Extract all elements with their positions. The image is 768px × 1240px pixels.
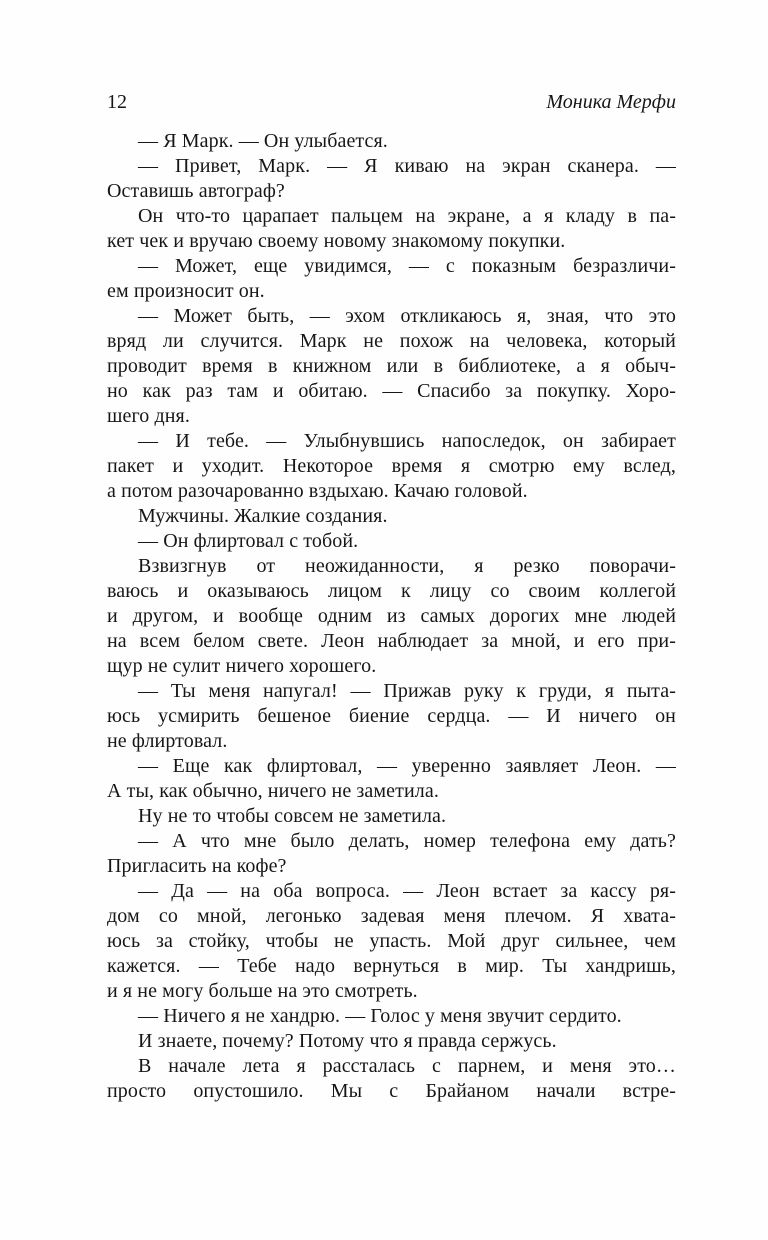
- text-line: Пригласить на кофе?: [107, 855, 287, 877]
- text-line: шего дня.: [107, 405, 190, 427]
- text-line: просто опустошило. Мы с Брайаном начали встре-: [107, 1080, 676, 1102]
- text-line: юсь усмирить бешеное биение сердца. — И ничего он: [107, 705, 676, 727]
- body-text: [107, 129, 676, 1104]
- page-number: 12: [107, 91, 127, 113]
- text-line: и я не могу больше на это смотреть.: [107, 980, 418, 1002]
- text-line: — Да — на оба вопроса. — Леон встает за кассу ря-: [138, 880, 676, 902]
- text-line: В начале лета я рассталась с парнем, и меня это…: [138, 1055, 676, 1077]
- running-header: [107, 90, 676, 115]
- text-line: — Ты меня напугал! — Прижав руку к груди, я пыта-: [138, 680, 676, 702]
- text-line: — Я Марк. — Он улыбается.: [138, 130, 388, 152]
- text-line: Ну не то чтобы совсем не заметила.: [138, 805, 447, 827]
- text-line: но как раз там и обитаю. — Спасибо за покупку. Хоро-: [107, 380, 676, 402]
- text-line: А ты, как обычно, ничего не заметила.: [107, 780, 439, 802]
- text-line: — Еще как флиртовал, — уверенно заявляет Леон. —: [138, 755, 676, 777]
- text-line: — А что мне было делать, номер телефона ему дать?: [138, 830, 676, 852]
- running-head-author: Моника Мерфи: [546, 91, 676, 113]
- text-line: дом со мной, легонько задевая меня плечом. Я хвата-: [107, 905, 676, 927]
- text-line: и другом, и вообще одним из самых дорогих мне людей: [107, 605, 676, 627]
- text-line: не флиртовал.: [107, 730, 228, 752]
- text-line: Он что-то царапает пальцем на экране, а я кладу в па-: [138, 205, 676, 227]
- text-line: кажется. — Тебе надо вернуться в мир. Ты хандришь,: [107, 955, 676, 977]
- text-line: — Привет, Марк. — Я киваю на экран сканера. —: [138, 155, 676, 177]
- text-line: — Он флиртовал с тобой.: [138, 530, 359, 552]
- text-line: а потом разочарованно вздыхаю. Качаю головой.: [107, 480, 528, 502]
- text-line: вряд ли случится. Марк не похож на человека, который: [107, 330, 676, 352]
- text-line: Взвизгнув от неожиданности, я резко поворачи-: [138, 555, 676, 577]
- text-block: [107, 90, 676, 1104]
- text-line: ваюсь и оказываюсь лицом к лицу со своим коллегой: [107, 580, 676, 602]
- text-line: — Ничего я не хандрю. — Голос у меня звучит сердито.: [138, 1005, 622, 1027]
- text-line: проводит время в книжном или в библиотеке, а я обыч-: [107, 355, 676, 377]
- text-line: — И тебе. — Улыбнувшись напоследок, он забирает: [138, 430, 676, 452]
- text-line: юсь за стойку, чтобы не упасть. Мой друг сильнее, чем: [107, 930, 676, 952]
- text-line: — Может, еще увидимся, — с показным безразличи-: [138, 255, 676, 277]
- text-line: на всем белом свете. Леон наблюдает за мной, и его при-: [107, 630, 676, 652]
- text-line: Оставишь автограф?: [107, 180, 285, 202]
- text-line: Мужчины. Жалкие создания.: [138, 505, 388, 527]
- text-line: ем произносит он.: [107, 280, 265, 302]
- text-line: И знаете, почему? Потому что я правда сержусь.: [138, 1030, 557, 1052]
- text-line: щур не сулит ничего хорошего.: [107, 655, 377, 677]
- text-line: пакет и уходит. Некоторое время я смотрю ему вслед,: [107, 455, 676, 477]
- text-line: кет чек и вручаю своему новому знакомому покупки.: [107, 230, 566, 252]
- text-line: — Может быть, — эхом откликаюсь я, зная, что это: [138, 305, 676, 327]
